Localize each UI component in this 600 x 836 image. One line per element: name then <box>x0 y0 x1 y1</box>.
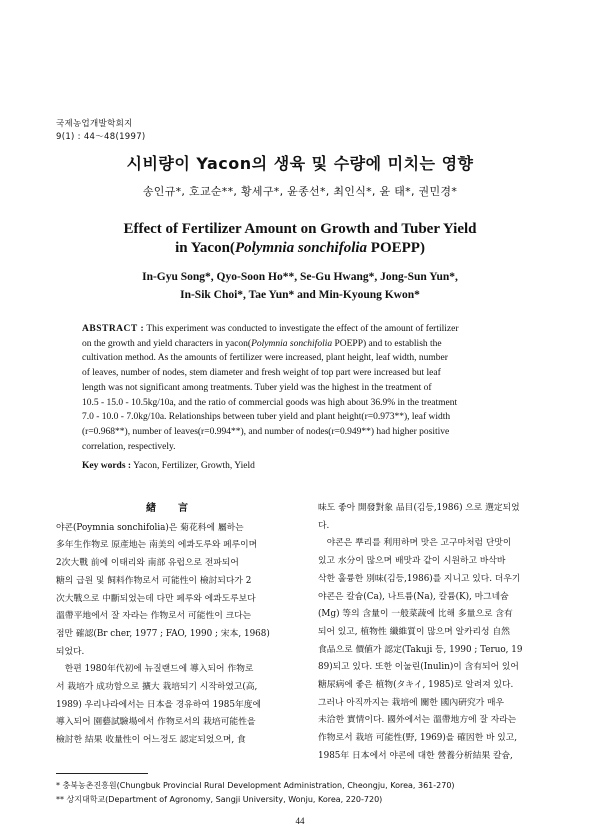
left-line: 多年生作物로 原產地는 南美의 에콰도루와 페루이며 <box>56 540 258 551</box>
right-line: 89)되고 있다. 또한 이눌린(Inulin)이 含有되어 있어 <box>318 662 519 673</box>
title-english-line-2 <box>0 239 600 258</box>
journal-issue: 9(1) : 44～48(1997) <box>56 132 146 142</box>
title-english <box>0 220 600 258</box>
left-line: 溫帶平地에서 잘 자라는 作物로서 可能性이 크다는 <box>56 611 252 622</box>
left-line: 점만 確認(Br cher, 1977 ; FAO, 1990 ; 宋本, 1968) <box>56 628 270 639</box>
left-line: 야콘(Poymnia sonchifolia)은 菊花科에 屬하는 <box>56 522 244 533</box>
section-heading-introduction: 緖言 <box>146 503 210 514</box>
title-korean: 시비량이 Yacon의 생육 및 수량에 미치는 영향 <box>126 154 474 173</box>
right-line: 다. <box>318 520 330 531</box>
right-line: (Mg) 等의 含量이 一般菜蔬에 比해 多量으로 含有 <box>318 609 513 620</box>
journal-info <box>56 118 146 144</box>
abstract-heading: ABSTRACT : <box>82 324 145 334</box>
left-line: 한편 1980年代初에 뉴질랜드에 導入되어 作物로 <box>56 664 254 675</box>
abstract-line-5: length was not significant among treatments. Tuber yield was the highest in the treatment of <box>82 382 432 393</box>
abstract-text-2b: POEPP) and to establish the <box>332 338 442 349</box>
keywords-heading: Key words : <box>82 461 132 471</box>
abstract-line-8: (r=0.968**), number of leaves(r=0.994**), and number of nodes(r=0.949**) had higher positive <box>82 426 450 437</box>
keywords-text: Yacon, Fertilizer, Growth, Yield <box>133 461 255 471</box>
species-name: Polymnia sonchifolia <box>234 240 368 256</box>
right-line: 그러나 아직까지는 栽培에 關한 國內硏究가 매우 <box>318 697 505 708</box>
footnote-affiliation-1: * 충북농촌진흥원(Chungbuk Provincial Rural Development Administration, Cheongju, Korea, 361-270) <box>56 781 455 790</box>
abstract-line-7: 7.0 - 10.0 - 7.0kg/10a. Relationships between tuber yield and plant height(r=0.973**), leaf width <box>82 412 451 423</box>
right-line: 食品으로 價値가 認定(Takuji 등, 1990 ; Teruo, 19 <box>318 644 523 655</box>
left-column <box>56 500 300 750</box>
left-line: 되었다. <box>56 646 85 657</box>
abstract-line-2 <box>82 337 514 352</box>
left-line: 導入되어 園藝試驗場에서 作物로서의 栽培可能性을 <box>56 717 256 728</box>
footnote-divider <box>56 773 148 774</box>
right-line: 作物로서 栽培 可能性(野, 1969)을 確因한 바 있고, <box>318 733 518 744</box>
title-english-suffix: POEPP) <box>367 240 425 256</box>
authors-english <box>0 268 600 304</box>
authors-korean: 송인규*, 호교순**, 황세구*, 윤종선*, 최인식*, 윤 태*, 권민경* <box>142 185 458 198</box>
right-line: 1985年 日本에서 야콘에 대한 營養分析結果 칼슘, <box>318 750 513 761</box>
left-line: 檢討한 結果 收量性이 어느정도 認定되었으며, 食 <box>56 735 246 746</box>
abstract-species: Polymnia sonchifolia <box>251 338 333 349</box>
abstract-line-6: 10.5 - 15.0 - 10.5kg/10a, and the ratio of commercial goods was high about 36.9% in the treatment <box>82 397 458 408</box>
abstract-line-4: of leaves, number of nodes, stem diameter and fresh weight of top part were increased but leaf <box>82 368 441 379</box>
right-line: 있고 水分이 많으며 배맛과 같이 시원하고 바삭바 <box>318 556 506 567</box>
abstract <box>82 322 514 454</box>
left-line: 1989) 우리나라에서는 日本을 경유하여 1985年度에 <box>56 699 262 710</box>
abstract-line-9: correlation, respectively. <box>82 441 176 452</box>
left-line: 次大戰으로 中斷되었는데 다만 페루와 에콰도루보다 <box>56 593 256 604</box>
right-line: 삭한 훌륭한 別味(김등,1986)를 지니고 있다. 더우기 <box>318 573 521 584</box>
right-line: 味도 좋아 開發對象 品目(김등,1986) 으로 選定되었 <box>318 503 520 513</box>
title-english-line-1: Effect of Fertilizer Amount on Growth and Tuber Yield <box>123 221 477 237</box>
authors-english-line-2: In-Sik Choi*, Tae Yun* and Min-Kyoung Kwon* <box>180 289 420 301</box>
left-line: 2次大戰 前에 이태리와 南部 유럽으로 전파되어 <box>56 558 239 569</box>
abstract-line-3: cultivation method. As the amounts of fertilizer were increased, plant height, leaf width, number <box>82 353 448 364</box>
right-column <box>318 500 562 766</box>
right-line: 되어 있고, 植物性 纖維質이 많으며 알카리성 自然 <box>318 626 510 637</box>
title-english-prefix: in Yacon( <box>175 240 235 256</box>
right-line: 야콘은 칼슘(Ca), 나트륨(Na), 칼륨(K), 마그네슘 <box>318 591 509 602</box>
footnote-affiliation-2: ** 상지대학교(Department of Agronomy, Sangji University, Wonju, Korea, 220-720) <box>56 795 383 804</box>
right-line: 糖尿病에 좋은 植物(タキイ, 1985)로 알려져 있다. <box>318 680 514 691</box>
abstract-line-1 <box>82 322 514 337</box>
journal-name: 국제농업개발학회지 <box>56 119 133 129</box>
keywords <box>82 461 255 471</box>
left-line: 糖의 급원 및 飼料作物로서 可能性이 檢討되다가 2 <box>56 575 252 586</box>
left-line: 서 栽培가 成功함으로 擴大 栽培되기 시작하였고(高, <box>56 682 258 693</box>
page-number: 44 <box>295 816 305 826</box>
authors-english-line-1: In-Gyu Song*, Qyo-Soon Ho**, Se-Gu Hwang*, Jong-Sun Yun*, <box>142 271 458 283</box>
footnotes <box>56 779 455 807</box>
right-line: 야콘은 뿌리를 利用하며 맛은 고구마처럼 단맛이 <box>318 538 512 549</box>
abstract-text-1: This experiment was conducted to investigate the effect of the amount of fertilizer <box>146 324 459 334</box>
right-line: 未洽한 實情이다. 國外에서는 溫帶地方에 잘 자라는 <box>318 715 517 726</box>
abstract-text-2a: on the growth and yield characters in yacon( <box>82 338 252 349</box>
